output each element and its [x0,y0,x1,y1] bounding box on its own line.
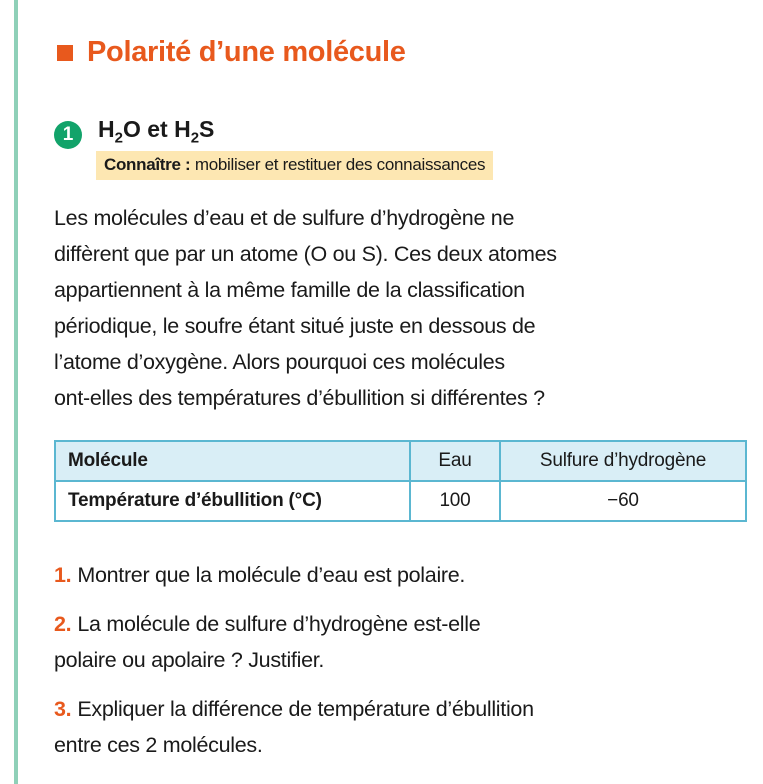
question-number: 3. [54,697,72,721]
boiling-point-table [54,440,747,522]
intro-line: ont-elles des températures d’ébullition si différentes ? [54,386,545,410]
question-3 [54,691,744,763]
exercise-heading [54,116,214,155]
table-cell: Molécule [55,441,410,481]
page-margin-rail [14,0,18,784]
table-cell: −60 [500,481,746,521]
table-cell: Température d’ébullition (°C) [55,481,410,521]
skill-banner [96,151,493,180]
question-number: 2. [54,612,72,636]
question-text: Montrer que la molécule d’eau est polaire. [77,563,466,587]
skill-label: Connaître : [104,155,191,174]
table-cell: Eau [410,441,500,481]
intro-line: l’atome d’oxygène. Alors pourquoi ces molécules [54,350,505,374]
question-text: La molécule de sulfure d’hydrogène est-elle [77,612,481,636]
question-number: 1. [54,563,72,587]
section-title: Polarité d’une molécule [87,36,406,68]
intro-line: périodique, le soufre étant situé juste en dessous de [54,314,536,338]
table-row [55,481,746,521]
section-square-icon [57,45,73,61]
table-header-row [55,441,746,481]
table-cell: 100 [410,481,500,521]
intro-line: appartiennent à la même famille de la classification [54,278,525,302]
question-2 [54,606,744,678]
intro-line: Les molécules d’eau et de sulfure d’hydrogène ne [54,206,515,230]
section-heading [57,36,406,69]
exercise-intro [54,200,744,416]
question-text: entre ces 2 molécules. [54,733,263,757]
intro-line: diffèrent que par un atome (O ou S). Ces deux atomes [54,242,557,266]
question-text: polaire ou apolaire ? Justifier. [54,648,325,672]
exercise-number-badge: 1 [54,121,82,149]
question-1 [54,557,744,593]
question-text: Expliquer la différence de température d’ébullition [77,697,534,721]
table-cell: Sulfure d’hydrogène [500,441,746,481]
skill-text: mobiliser et restituer des connaissances [190,155,486,174]
exercise-title: $H_2O$ et $H_2S$ [98,116,214,155]
